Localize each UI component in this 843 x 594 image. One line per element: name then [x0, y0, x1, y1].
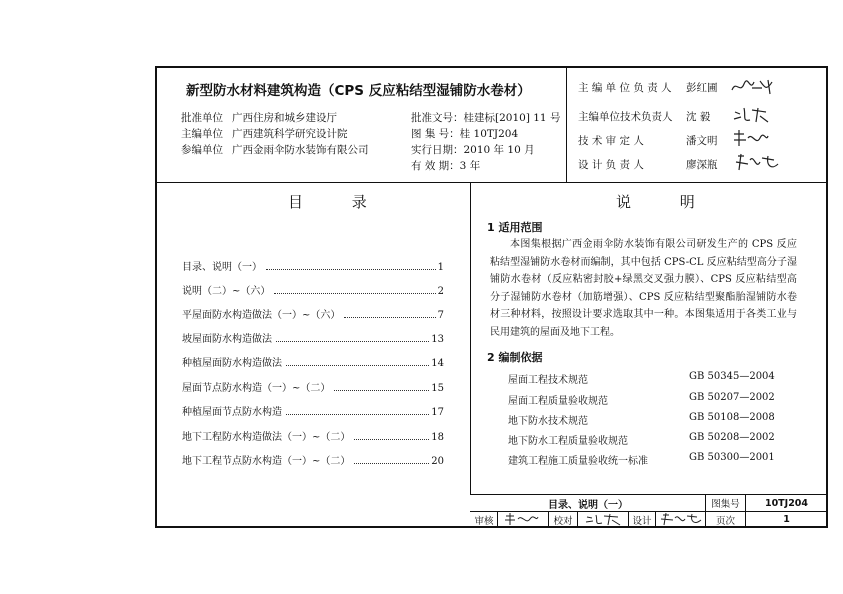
toc-leader	[286, 414, 429, 415]
signature-image	[502, 512, 542, 527]
toc-item-page: 14	[431, 358, 444, 369]
signature-image	[584, 512, 624, 527]
toc-item-label: 种植屋面节点防水构造	[182, 407, 282, 418]
toc-leader	[276, 341, 429, 342]
effective-date: 实行日期：2010 年 10 月	[411, 144, 535, 156]
signature-image	[734, 152, 782, 174]
page-label: 页次	[715, 515, 735, 527]
page-number: 1	[783, 514, 790, 525]
atlas-no-value: 10TJ204	[764, 497, 809, 509]
toc-leader	[354, 463, 429, 464]
section-2-title: 2 编制依据	[487, 351, 543, 364]
participant-unit: 广西金雨伞防水装饰有限公司	[232, 144, 369, 156]
toc-item-label: 平屋面防水构造做法（一）~（六）	[182, 310, 341, 321]
toc-item-page: 7	[437, 310, 444, 321]
toc-leader	[286, 365, 429, 366]
toc-leader	[354, 439, 429, 440]
toc-item-page: 17	[431, 407, 444, 418]
section-1-title: 1 适用范围	[487, 221, 543, 234]
signatory-name: 潘文明	[686, 135, 718, 147]
design-label: 设计	[632, 515, 652, 527]
toc-item-label: 说明（二）~（六）	[182, 286, 271, 297]
toc-item-page: 18	[431, 432, 444, 443]
sheet-title: 目录、说明（一）	[548, 499, 628, 511]
toc-item-label: 目录、说明（一）	[182, 262, 262, 273]
approval-doc: 批准文号：桂建标[2010] 11 号	[411, 112, 561, 124]
toc-item-label: 地下工程节点防水构造（一）~（二）	[182, 456, 351, 467]
signature-image	[732, 104, 772, 126]
validity-period: 有 效 期：3 年	[411, 160, 481, 172]
notes-heading: 说 明	[616, 193, 717, 211]
toc-item-page: 15	[431, 383, 444, 394]
check-label: 校对	[553, 515, 573, 527]
toc-item[interactable]	[182, 259, 444, 273]
toc-item-page: 2	[437, 286, 444, 297]
signatory-role: 主 编 单 位 负 责 人	[578, 82, 672, 94]
section-1-text: 本图集根据广西金雨伞防水装饰有限公司研发生产的 CPS 反应粘结型湿铺防水卷材而编制，其中包括 CPS-CL 反应粘结型高分子湿铺防水卷材（反应粘密封胶+绿黑交叉强力膜）、CPS 反应粘结型高分子湿铺防水卷材（加筋增强）、CPS 反应粘结型聚酯胎湿铺防水卷材三种材料，按照设计要求选取其中一种。本图集适用于各类工业与民用建筑的屋面及地下工程。	[490, 239, 797, 338]
title-block-divider	[655, 511, 656, 527]
approval-unit-label: 批准单位	[181, 112, 223, 124]
toc-item[interactable]	[182, 453, 444, 467]
toc-item-page: 1	[437, 262, 444, 273]
toc-leader	[344, 317, 435, 318]
standard-code: GB 50108—2008	[689, 412, 775, 423]
toc-item-label: 坡屋面防水构造做法	[182, 334, 272, 345]
toc-item[interactable]	[182, 429, 444, 443]
title-block-divider	[577, 511, 578, 527]
standard-code: GB 50345—2004	[689, 371, 775, 382]
standard-code: GB 50208—2002	[689, 432, 775, 443]
review-label: 审核	[474, 515, 494, 527]
signature-image	[728, 76, 776, 98]
standard-name: 屋面工程质量验收规范	[508, 396, 608, 407]
signatory-role: 主编单位技术负责人	[578, 111, 673, 123]
standard-name: 地下防水技术规范	[508, 416, 588, 427]
toc-item[interactable]	[182, 331, 444, 345]
standard-code: GB 50207—2002	[689, 392, 775, 403]
approval-unit: 广西住房和城乡建设厅	[232, 112, 337, 124]
toc-item[interactable]	[182, 307, 444, 321]
signatory-role: 设 计 负 责 人	[578, 159, 644, 171]
toc-item-label: 屋面节点防水构造（一）~（二）	[182, 383, 331, 394]
signatory-name: 彭红圃	[686, 82, 718, 94]
signatory-role: 技 术 审 定 人	[578, 135, 644, 147]
toc-item-label: 种植屋面防水构造做法	[182, 358, 282, 369]
standard-name: 屋面工程技术规范	[508, 375, 588, 386]
signatory-name: 沈 毅	[686, 111, 711, 123]
signature-image	[730, 128, 770, 150]
standard-name: 地下防水工程质量验收规范	[508, 436, 628, 447]
toc-item[interactable]	[182, 380, 444, 394]
toc-heading: 目 录	[288, 193, 389, 211]
toc-item[interactable]	[182, 355, 444, 369]
toc-item[interactable]	[182, 283, 444, 297]
toc-item-page: 13	[431, 334, 444, 345]
page-title: 新型防水材料建筑构造（CPS 反应粘结型湿铺防水卷材）	[186, 83, 531, 99]
signatory-name: 廖深瓶	[686, 159, 718, 171]
header-vertical-divider	[566, 67, 567, 182]
header-divider	[156, 182, 827, 183]
toc-leader	[334, 390, 429, 391]
editor-unit: 广西建筑科学研究设计院	[232, 128, 348, 140]
title-block-divider	[497, 511, 498, 527]
body-vertical-divider	[470, 183, 471, 494]
editor-unit-label: 主编单位	[181, 128, 223, 140]
atlas-no-label: 图集号	[711, 499, 740, 510]
standard-name: 建筑工程施工质量验收统一标准	[508, 456, 648, 467]
toc-item-label: 地下工程防水构造做法（一）~（二）	[182, 432, 351, 443]
toc-item[interactable]	[182, 404, 444, 418]
participant-unit-label: 参编单位	[181, 144, 223, 156]
toc-item-page: 20	[431, 456, 444, 467]
signature-image	[659, 512, 703, 527]
toc-leader	[274, 293, 435, 294]
atlas-number: 图 集 号：桂 10TJ204	[411, 128, 519, 140]
toc-leader	[266, 269, 436, 270]
standard-code: GB 50300—2001	[689, 452, 775, 463]
